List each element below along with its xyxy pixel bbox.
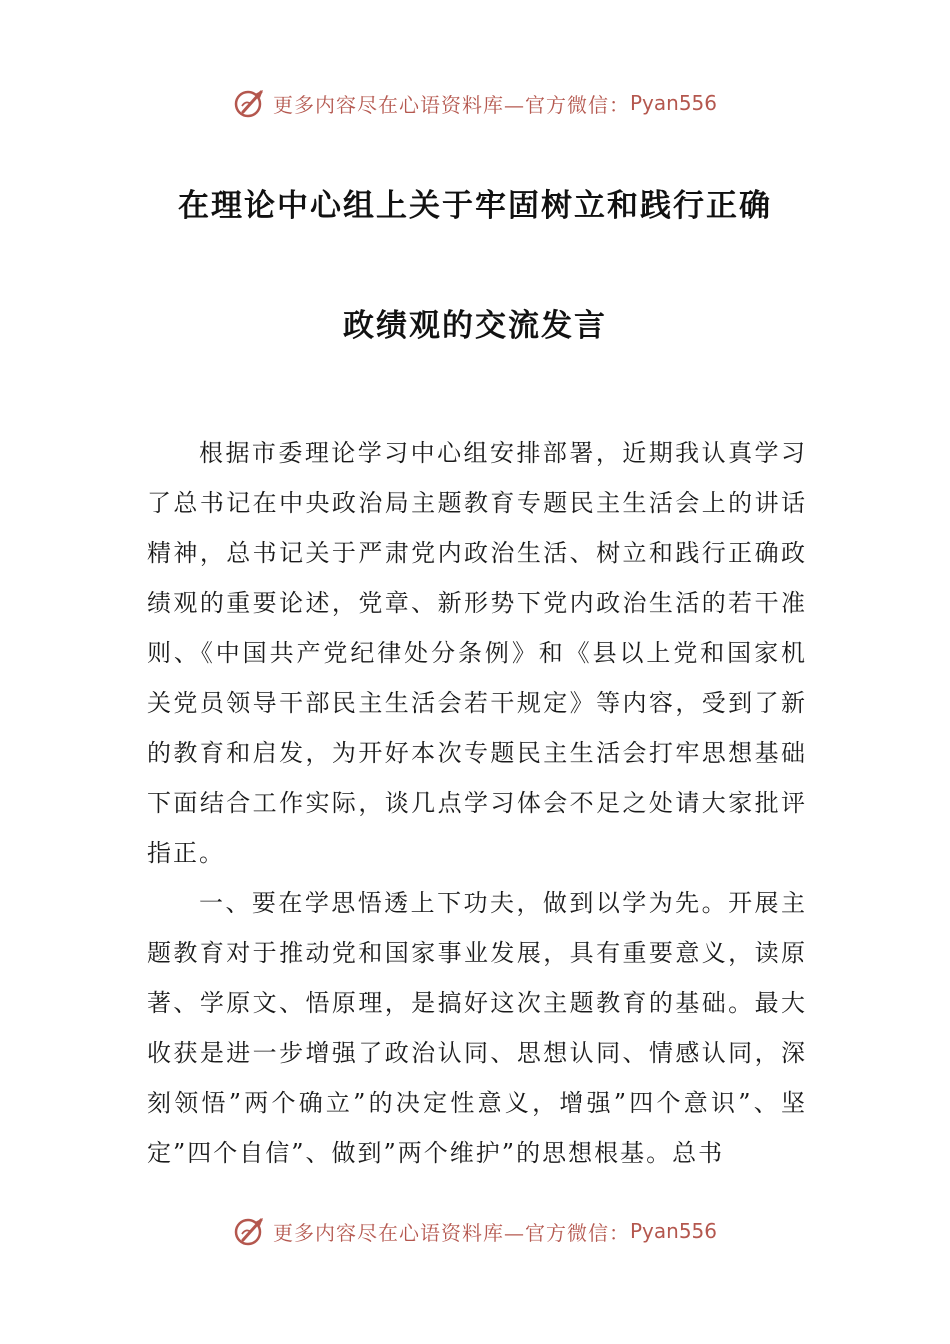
watermark-header — [0, 86, 950, 120]
watermark-text: 更多内容尽在心语资料库—官方微信： — [272, 92, 630, 117]
watermark-id: Pyan556 — [629, 1219, 717, 1243]
pen-logo-icon — [233, 1214, 267, 1248]
document-title-line-2: 政绩观的交流发言 — [343, 308, 607, 344]
document-title-line-1: 在理论中心组上关于牢固树立和践行正确 — [178, 188, 772, 224]
watermark-footer — [0, 1214, 950, 1248]
pen-logo-icon — [233, 86, 267, 120]
watermark-id: Pyan556 — [629, 91, 717, 115]
paragraph-intro: 根据市委理论学习中心组安排部署，近期我认真学习了总书记在中央政治局主题教育专题民主生活会上的讲话精神，总书记关于严肃党内政治生活、树立和践行正确政绩观的重要论述，党章、新形势下党内政治生活的若干准则、《中国共产党纪律处分条例》和《县以上党和国家机关党员领导干部民主生活会若干规定》等内容，受到了新的教育和启发，为开好本次专题民主生活会打牢思想基础下面结合工作实际，谈几点学习体会不足之处请大家批评指正。 — [147, 439, 807, 867]
paragraph-section-1: 一、要在学思悟透上下功夫，做到以学为先。开展主题教育对于推动党和国家事业发展，具有重要意义，读原著、学原文、悟原理，是搞好这次主题教育的基础。最大收获是进一步增强了政治认同、思想认同、情感认同，深刻领悟”两个确立”的决定性意义，增强”四个意识”、坚定”四个自信”、做到”两个维护”的思想根基。总书 — [147, 889, 807, 1167]
watermark-text: 更多内容尽在心语资料库—官方微信： — [272, 1220, 630, 1245]
document-body — [147, 428, 807, 1178]
